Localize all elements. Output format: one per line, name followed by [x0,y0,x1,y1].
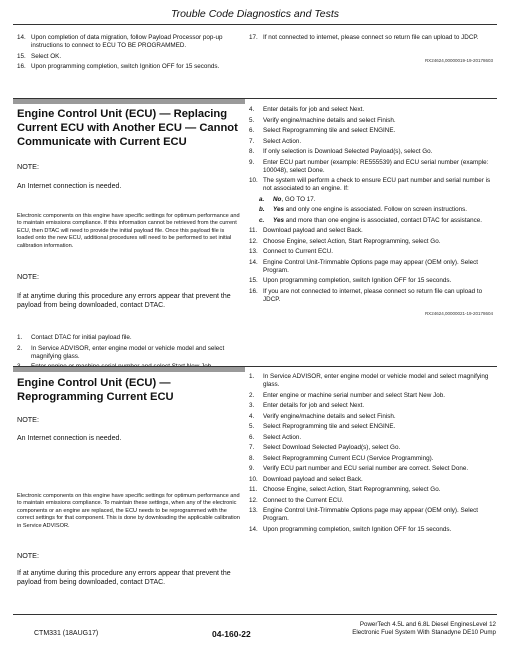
step-number: 13. [249,507,258,514]
section-band [13,99,245,104]
step-item [249,476,493,484]
step-text: Enter engine or machine serial number and select Start New Job. [263,391,446,399]
step-text: Upon programming completion, switch Ignition OFF for 15 seconds. [31,63,220,70]
section3-right-steps [249,373,493,536]
step-text: Enter details for job and select Next. [263,106,365,113]
sub-step [249,206,493,214]
step-item [17,334,243,342]
step-text: Select Reprogramming tile and select ENGINE. [263,127,396,134]
step-text: Choose Engine, select Action, Start Reprogramming, select Go. [263,237,441,245]
note-text: An Internet connection is needed. [17,435,122,442]
note-label: NOTE: [17,162,39,171]
step-number: 8. [249,454,255,462]
step-emphasis: No [273,195,282,203]
step-text: Select Reprogramming Current ECU (Service Programming). [263,454,434,462]
step-number: 13. [249,248,258,255]
step-number: c. [259,216,265,224]
step-number: 15. [17,52,26,60]
step-item [249,288,493,304]
step-text: and more than one engine is associated, contact DTAC for assistance. [283,216,482,224]
step-number: 1. [249,373,255,380]
section-title: Engine Control Unit (ECU) — Reprogramming Current ECU [17,377,174,403]
step-item [249,138,493,146]
reference-code: RX24624,00000019-19-20178603 [424,58,493,63]
step-item [249,159,493,175]
step-text: Upon completion of data migration, follow Payload Processor pop-up instructions to connect to ECU TO BE PROGRAMMED. [31,34,223,49]
product-line-1: PowerTech 4.5L and 6.8L Diesel EnginesLevel 12 [359,621,496,628]
step-number: 1. [17,334,23,341]
step-item [17,345,243,361]
top-right-steps [249,34,493,45]
step-item [249,465,493,473]
step-item [249,444,493,452]
step-number: 2. [249,391,255,399]
step-emphasis: Yes [273,206,284,213]
page-number: 04-160-22 [212,629,251,639]
step-item [249,423,493,431]
step-number: 6. [249,127,255,134]
step-text: Connect to Current ECU. [263,248,333,255]
step-number: 5. [249,116,255,124]
top-left-steps [17,34,243,74]
step-item [249,392,493,400]
step-text: Upon programming completion, switch Ignition OFF for 15 seconds. [263,525,452,533]
step-number: 14. [17,34,26,41]
step-item [249,34,493,42]
step-number: 16. [17,63,26,70]
step-number: 8. [249,148,255,155]
step-item [249,507,493,523]
step-number: 3. [249,402,255,409]
step-number: 11. [249,227,258,234]
step-item [249,259,493,275]
note-text: An Internet connection is needed. [17,183,122,190]
step-number: 12. [249,237,258,245]
step-number: 10. [249,475,258,483]
step-number: 7. [249,444,255,451]
section2-right-steps [249,106,493,318]
step-number: 14. [249,525,258,533]
footer-rule [13,614,497,615]
step-text: If only selection is Download Selected Payload(s), select Go. [263,148,433,155]
step-number: 2. [17,344,23,352]
sub-step [249,217,493,225]
step-number: 4. [249,412,255,420]
step-number: 16. [249,287,258,295]
step-emphasis: Yes [273,216,284,224]
step-item [249,127,493,135]
step-text: Download payload and select Back. [263,475,363,483]
step-number: 10. [249,177,258,184]
section-title: Engine Control Unit (ECU) — Replacing Current ECU with Another ECU — Cannot Communicate with Current ECU [17,108,238,148]
step-text: Verify ECU part number and ECU serial number are correct. Select Done. [263,465,469,472]
step-text: Download payload and select Back. [263,227,363,234]
step-number: 11. [249,486,258,493]
intro-paragraph: Electronic components on this engine have specific settings for optimum performance and to maintain emissions compliance. If this information cannot be retrieved from the current ECU, then DTAC will need to provide the initial payload file. Once this payload file is loaded onto the new ECU, additional procedures will need to be performed to set initial calibration information. [17,213,240,249]
step-text: Select Reprogramming tile and select ENGINE. [263,423,396,430]
step-text: Choose Engine, select Action, Start Reprogramming, select Go. [263,486,441,493]
step-item [249,497,493,505]
step-text: In Service ADVISOR, enter engine model or vehicle model and select magnifying glass. [31,344,225,360]
step-text: The system will perform a check to ensure ECU part number and serial number is not associated to an engine. If: [263,177,491,192]
step-item [249,238,493,246]
step-number: 15. [249,277,258,284]
header-rule [13,24,497,25]
step-item [249,526,493,534]
step-number: 5. [249,423,255,430]
note-text: If at anytime during this procedure any errors appear that prevent the payload from being downloaded, contact DTAC. [17,570,231,586]
reference-code: RX24624,00000021-19-20178604 [424,310,493,316]
step-item [249,117,493,125]
step-text: Engine Control Unit-Trimmable Options page may appear (OEM only). Select Program. [263,507,479,522]
step-number: 12. [249,496,258,504]
step-item [249,277,493,285]
step-item [17,34,243,50]
step-item [17,53,243,61]
step-number: 9. [249,465,255,472]
step-number: b. [259,206,265,213]
step-item [249,434,493,442]
step-text: Enter details for job and select Next. [263,402,365,409]
step-item [249,177,493,193]
note-label: NOTE: [17,415,39,424]
step-text: Select Action. [263,137,302,145]
step-item [249,106,493,114]
step-text: , GO TO 17. [281,195,316,203]
step-item [249,227,493,235]
step-text: Select OK. [31,52,62,60]
step-item [249,413,493,421]
note-text: If at anytime during this procedure any errors appear that prevent the payload from being downloaded, contact DTAC. [17,293,231,309]
step-number: 6. [249,433,255,441]
step-item [17,63,243,71]
step-text: Verify engine/machine details and select Finish. [263,412,396,420]
doc-id: CTM331 (18AUG17) [34,630,99,637]
step-text: Upon programming completion, switch Ignition OFF for 15 seconds. [263,277,452,284]
step-text: If not connected to internet, please connect so return file can upload to JDCP. [263,34,479,41]
step-text: If you are not connected to internet, please connect so return file can upload to JDCP. [263,287,483,303]
step-text: Select Download Selected Payload(s), select Go. [263,444,401,451]
sub-step [249,196,493,204]
step-item [249,248,493,256]
step-number: 14. [249,258,258,266]
step-text: In Service ADVISOR, enter engine model or vehicle model and select magnifying glass. [263,373,489,388]
step-text: Enter ECU part number (example: RE555539) and ECU serial number (example: 100048), select Done. [263,158,489,174]
step-number: 17. [249,34,258,41]
step-number: 7. [249,137,255,145]
section-band [13,367,245,372]
product-line [296,621,496,637]
step-text: Engine Control Unit-Trimmable Options page may appear (OEM only). Select Program. [263,258,479,274]
step-item [249,486,493,494]
intro-paragraph: Electronic components on this engine have specific settings for optimum performance and to maintain emissions compliance. To maintain these settings, when any of the electronic components or an engine are replaced, the ECU needs to be reprogrammed with the correct settings for that component. This is done by downloading the applicable calibration in Service ADVISOR. [17,493,240,529]
step-item [249,455,493,463]
note-label: NOTE: [17,551,39,560]
step-item [249,148,493,156]
step-number: 4. [249,106,255,113]
step-text: and only one engine is associated. Follow on screen instructions. [283,206,468,213]
product-line-2: Electronic Fuel System With Stanadyne DE10 Pump [352,629,496,636]
page-header-title: Trouble Code Diagnostics and Tests [170,8,340,20]
step-item [249,373,493,389]
note-label: NOTE: [17,272,39,281]
step-text: Verify engine/machine details and select Finish. [263,116,396,124]
step-text: Select Action. [263,433,302,441]
step-text: Contact DTAC for initial payload file. [31,334,132,341]
step-item [249,402,493,410]
step-number: a. [259,195,265,203]
step-text: Connect to the Current ECU. [263,496,344,504]
step-number: 9. [249,158,255,166]
